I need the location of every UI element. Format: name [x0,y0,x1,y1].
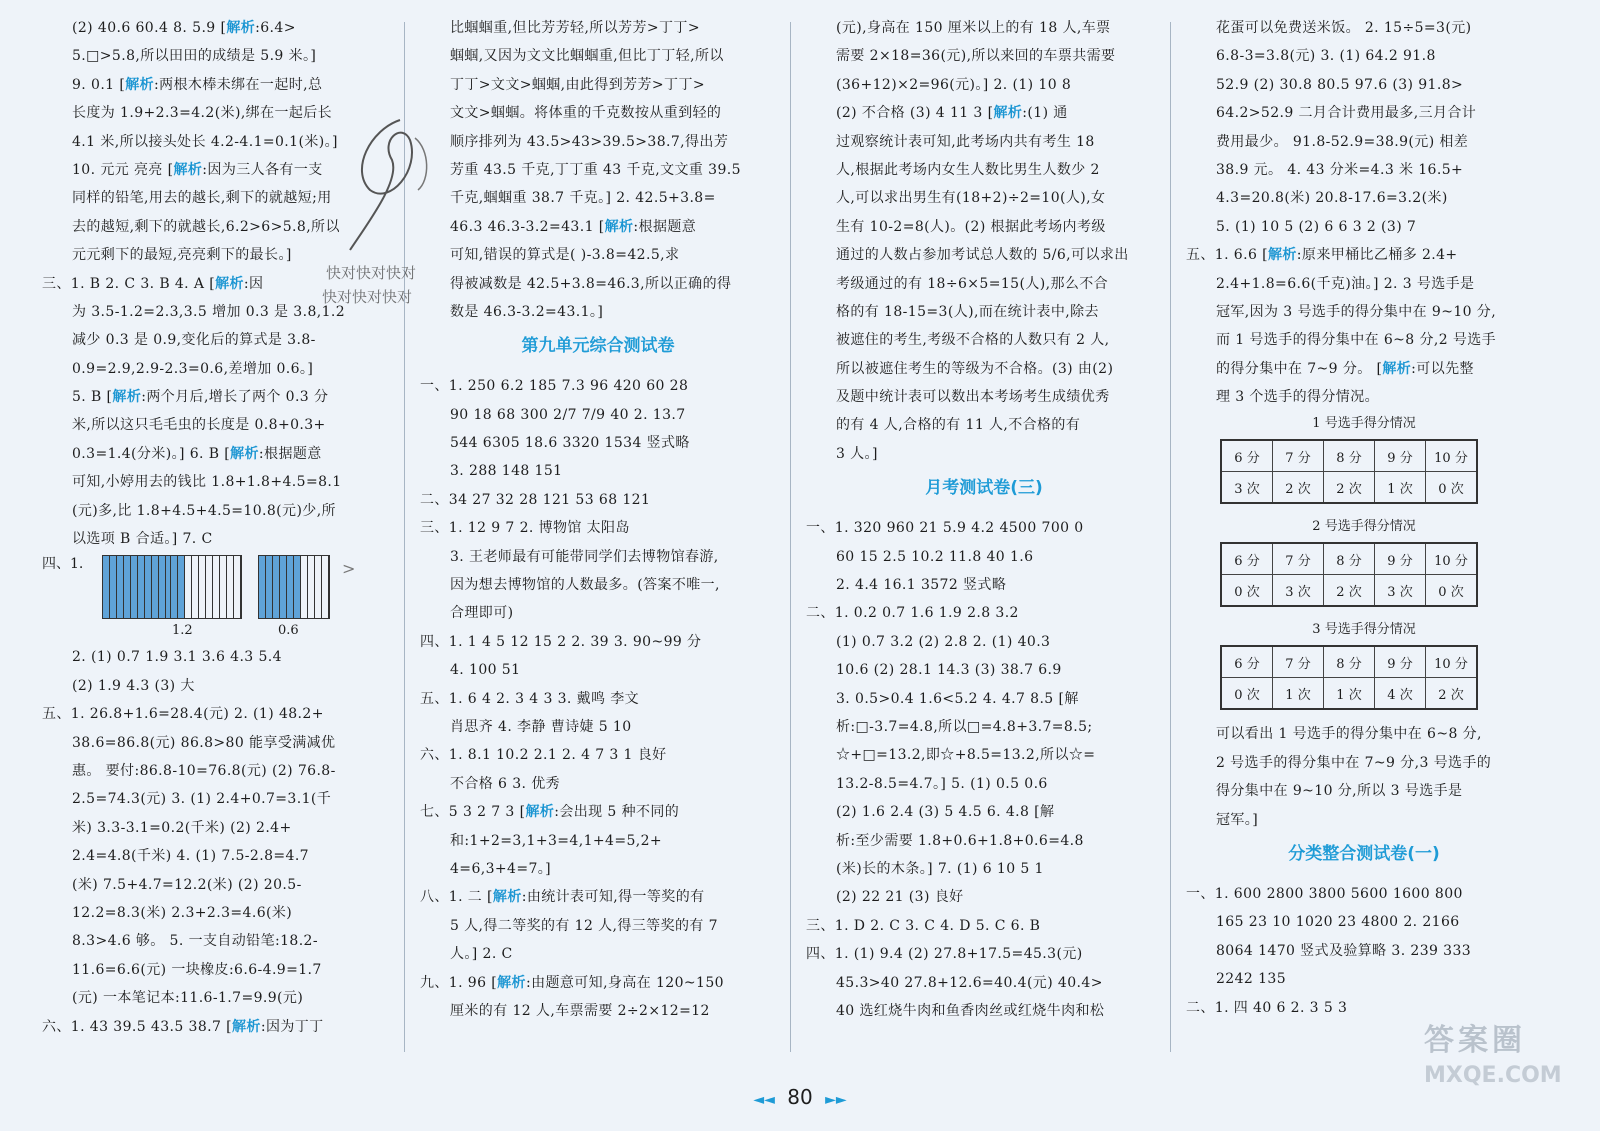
bar-segment [227,556,234,618]
table-cell: 2 次 [1273,472,1324,504]
bar-segment [280,556,287,618]
section-heading-classified-test: 分类整合测试卷(一) [1288,844,1440,865]
table-cell: 9 分 [1375,646,1426,678]
answer-line: 通过的人数占参加考试总人数的 5/6,可以求出 [836,247,1129,264]
answer-line: 丁丁>文文>蝈蝈,由此得到芳芳>丁丁> [450,76,705,93]
bar-segment [234,556,241,618]
answer-line: 九、1. 96 [解析:由题意可知,身高在 120~150 [420,974,724,991]
table-cell: 1 次 [1375,472,1426,504]
next-page-arrows[interactable]: ►► [825,1092,847,1108]
bar-label-0-6: 0.6 [278,623,299,639]
score-table [1220,439,1478,504]
answer-line: 可知,小婷用去的钱比 1.8+1.8+4.5=8.1 [72,474,342,491]
answer-line: 3. 王老师最有可能带同学们去博物馆春游, [450,548,719,565]
bar-segment [199,556,206,618]
table-cell: 4 次 [1375,678,1426,710]
bar-segment [117,556,124,618]
answer-line: 人,根据此考场内女生人数比男生人数少 2 [836,161,1100,178]
table-caption: 2 号选手得分情况 [1312,519,1416,535]
table-cell: 0 次 [1426,575,1478,607]
bar-segment [206,556,213,618]
table-cell: 9 分 [1375,440,1426,472]
overlay-text-1: 快对快对快对 [326,264,417,282]
answer-line: 析:□-3.7=4.8,所以□=4.8+3.7=8.5; [836,718,1093,735]
answer-line: 4.1 米,所以接头处长 4.2-4.1=0.1(米)。] [72,133,338,150]
table-cell: 7 分 [1273,646,1324,678]
table-caption: 3 号选手得分情况 [1312,622,1416,638]
answer-line: 一、1. 320 960 21 5.9 4.2 4500 700 0 [806,520,1084,537]
answer-line: 五、1. 26.8+1.6=28.4(元) 2. (1) 48.2+ [42,706,324,723]
bar-whole-filled [102,555,174,619]
answer-line: (元)多,比 1.8+4.5+4.5=10.8(元)少,所 [72,502,336,519]
table-row [1221,543,1477,575]
table-cell: 7 分 [1273,543,1324,575]
answer-line: 肖思齐 4. 李静 曹诗婕 5 10 [450,718,632,735]
answer-line: 减少 0.3 是 0.9,变化后的算式是 3.8- [72,332,316,349]
answer-line: 四、1. (1) 9.4 (2) 27.8+17.5=45.3(元) [806,946,1083,963]
answer-line: 比蝈蝈重,但比芳芳轻,所以芳芳>丁丁> [450,20,700,36]
bar-segment [131,556,138,618]
answer-line: 三、1. B 2. C 3. B 4. A [解析:因 [42,275,264,292]
answer-line: 四、1. 1 4 5 12 15 2 2. 39 3. 90~99 分 [420,633,702,650]
answer-line: 和:1+2=3,1+3=4,1+4=5,2+ [450,832,663,849]
bar-segment [152,556,159,618]
table-cell: 6 分 [1221,543,1273,575]
answer-line: 元元剩下的最短,亮亮剩下的最长。] [72,247,292,264]
answer-line: 11.6=6.6(元) 一块橡皮:6.6-4.9=1.7 [72,961,322,978]
answer-line: 而 1 号选手的得分集中在 6~8 分,2 号选手 [1216,332,1497,349]
bar-segment [171,556,178,618]
answer-line: 因为想去博物馆的人数最多。(答案不唯一, [450,577,720,594]
column-3 [806,14,1162,1058]
bar-segment [185,556,192,618]
answer-line: (36+12)×2=96(元)。] 2. (1) 10 8 [836,76,1072,93]
answer-line: 0.9=2.9,2.9-2.3=0.6,差增加 0.6。] [72,360,314,377]
overlay-text-2: 快对快对快对 [322,288,413,306]
bar-segment [178,556,185,618]
table-caption: 1 号选手得分情况 [1312,416,1416,432]
answer-line: 花蛋可以免费送米饭。 2. 15÷5=3(元) [1216,20,1472,36]
watermark-logo [1424,1015,1564,1105]
answer-line: 544 6305 18.6 3320 1534 竖式略 [450,435,690,452]
table-cell: 2 次 [1324,472,1375,504]
section4-head: 四、1. [42,556,84,573]
table-row [1221,440,1477,472]
answer-line: (2) 1.9 4.3 (3) 大 [72,677,195,694]
answer-line: 3. 288 148 151 [450,463,563,480]
bar-segment [266,556,273,618]
answer-line: 三、1. 12 9 7 2. 博物馆 太阳岛 [420,520,630,537]
table-cell: 10 分 [1426,440,1478,472]
bar-segment [192,556,199,618]
answer-line: (2) 22 21 (3) 良好 [836,889,964,906]
bar-segment [322,556,329,618]
answer-line: 不合格 6 3. 优秀 [450,775,561,792]
table-cell: 2 次 [1426,678,1478,710]
answer-line: 厘米的有 12 人,车票需要 2÷2×12=12 [450,1002,710,1019]
table-cell: 8 分 [1324,440,1375,472]
bar-segment [315,556,322,618]
answer-line: (2) 1.6 2.4 (3) 5 4.5 6. 4.8 [解 [836,804,1055,821]
answer-line: (元) 一本笔记本:11.6-1.7=9.9(元) [72,990,304,1007]
bar-label-1-2: 1.2 [172,623,193,639]
table-cell: 3 次 [1375,575,1426,607]
table-cell: 0 次 [1426,472,1478,504]
answer-line: 生有 10-2=8(人)。(2) 根据此考场内考级 [836,218,1106,235]
answer-line: 冠军。] [1216,811,1259,828]
answer-line: 6.8-3=3.8(元) 3. (1) 64.2 91.8 [1216,48,1436,65]
answer-line: 千克,蝈蝈重 38.7 千克。] 2. 42.5+3.8= [450,190,716,207]
answer-line: 2.4=4.8(千米) 4. (1) 7.5-2.8=4.7 [72,848,309,865]
answer-line: 七、5 3 2 7 3 [解析:会出现 5 种不同的 [420,804,680,821]
section-heading-monthly-test: 月考测试卷(三) [925,478,1043,499]
column-divider [790,22,791,1052]
answer-line: 5 人,得二等奖的有 12 人,得三等奖的有 7 [450,917,718,934]
bar-segment [259,556,266,618]
answer-line: 得分集中在 9~10 分,所以 3 号选手是 [1216,783,1463,800]
col4-block-a [1186,14,1542,411]
table-cell: 3 次 [1273,575,1324,607]
bar-segment [159,556,166,618]
answer-line: 理 3 个选手的得分情况。 [1216,389,1380,406]
answer-line: 90 18 68 300 2/7 7/9 40 2. 13.7 [450,406,686,423]
answer-line: 8064 1470 竖式及验算略 3. 239 333 [1216,942,1472,959]
bar-segment [213,556,220,618]
table-cell: 0 次 [1221,678,1273,710]
answer-line: 去的越短,剩下的就越长,6.2>6>5.8,所以 [72,218,340,235]
answer-line: 9. 0.1 [解析:两根木棒未绑在一起时,总 [72,76,323,93]
answer-line: 4. 100 51 [450,662,521,679]
answer-line: 长度为 1.9+2.3=4.2(米),绑在一起后长 [72,105,333,122]
answer-line: 二、34 27 32 28 121 53 68 121 [420,491,651,508]
page-footer [0,1085,1600,1109]
bar-segment [145,556,152,618]
table-cell: 2 次 [1324,575,1375,607]
bar-diagram [42,553,398,643]
answer-line: ☆+□=13.2,即☆+8.5=13.2,所以☆= [836,747,1096,764]
bar-segment [103,556,110,618]
answer-line: 可知,错误的算式是( )-3.8=42.5,求 [450,247,680,264]
score-tables [1186,411,1542,710]
answer-line: 4.3=20.8(米) 20.8-17.6=3.2(米) [1216,190,1448,207]
answer-line: 考级通过的有 18÷6×5=15(人),那么不合 [836,275,1109,292]
answer-line: (米) 7.5+4.7=12.2(米) (2) 20.5- [72,876,302,893]
table-cell: 6 分 [1221,440,1273,472]
bar-segment [301,556,308,618]
answer-line: 45.3>40 27.8+12.6=40.4(元) 40.4> [836,974,1103,991]
answer-line: 38.6=86.8(元) 86.8>80 能享受满减优 [72,734,336,751]
answer-line: 10.6 (2) 28.1 14.3 (3) 38.7 6.9 [836,662,1062,679]
section-heading-unit9: 第九单元综合测试卷 [521,336,675,357]
table-row [1221,646,1477,678]
bar-segment [308,556,315,618]
compare-symbol: > [342,559,356,579]
bar-partial-filled [170,555,242,619]
answer-line: (2) 40.6 60.4 8. 5.9 [解析:6.4> [72,20,296,36]
table-cell: 10 分 [1426,646,1478,678]
prev-page-arrows[interactable]: ◄◄ [753,1092,775,1108]
bar-segment [220,556,227,618]
answer-line: 所以被遮住考生的等级为不合格。(3) 由(2) [836,360,1114,377]
watermark-site: MXQE.COM [1424,1063,1562,1088]
table-cell: 10 分 [1426,543,1478,575]
answer-line: 文文>蝈蝈。将体重的千克数按从重到轻的 [450,105,722,122]
column-2 [420,14,776,1058]
table-row [1221,472,1477,504]
answer-line: 人,可以求出男生有(18+2)÷2=10(人),女 [836,190,1106,207]
table-cell: 7 分 [1273,440,1324,472]
col4-block-b [1186,720,1542,834]
answer-line: 六、1. 43 39.5 43.5 38.7 [解析:因为丁丁 [42,1018,324,1035]
answer-line: 顺序排列为 43.5>43>39.5>38.7,得出芳 [450,133,729,150]
bar-segment [124,556,131,618]
answer-line: 数是 46.3-3.2=43.1。] [450,303,604,320]
col3-block-a [806,14,1162,468]
col2-block-b [420,372,776,1025]
answer-line: (元),身高在 150 厘米以上的有 18 人,车票 [836,20,1111,36]
answer-line: 五、1. 6.6 [解析:原来甲桶比乙桶多 2.4+ [1186,247,1458,264]
bar-segment [110,556,117,618]
column-divider [1170,22,1171,1052]
answer-line: 及题中统计表可以数出本考场考生成绩优秀 [836,389,1110,406]
bar-second-number [258,555,330,619]
answer-line: 5.□>5.8,所以田田的成绩是 5.9 米。] [72,48,317,65]
table-cell: 0 次 [1221,575,1273,607]
table-cell: 1 次 [1324,678,1375,710]
table-cell: 8 分 [1324,543,1375,575]
table-cell: 8 分 [1324,646,1375,678]
column-4 [1186,14,1542,1058]
answer-line: 二、1. 四 40 6 2. 3 5 3 [1186,999,1348,1016]
answer-line: 析:至少需要 1.8+0.6+1.8+0.6=4.8 [836,832,1084,849]
answer-line: 冠军,因为 3 号选手的得分集中在 9~10 分, [1216,303,1497,320]
col1-block-a [42,14,398,553]
answer-line: 需要 2×18=36(元),所以来回的车票共需要 [836,48,1116,65]
answer-line: 三、1. D 2. C 3. C 4. D 5. C 6. B [806,917,1041,934]
answer-line: 0.3=1.4(分米)。] 6. B [解析:根据题意 [72,445,322,462]
answer-line: 米) 3.3-3.1=0.2(千米) (2) 2.4+ [72,819,292,836]
answer-line: 得被减数是 42.5+3.8=46.3,所以正确的得 [450,275,732,292]
bar-segment [273,556,280,618]
col4-block-c [1186,880,1542,1022]
answer-line: 米,所以这只毛毛虫的长度是 0.8+0.3+ [72,417,326,434]
answer-line: 为 3.5-1.2=2.3,3.5 增加 0.3 是 3.8,1.2 [72,303,346,320]
answer-line: 38.9 元。 4. 43 分米=4.3 米 16.5+ [1216,161,1464,178]
table-cell: 1 次 [1273,678,1324,710]
table-row [1221,678,1477,710]
col2-block-a [420,14,776,326]
answer-line: 8.3>4.6 够。 5. 一支自动铅笔:18.2- [72,933,318,950]
table-cell: 9 分 [1375,543,1426,575]
answer-line: 4=6,3+4=7。] [450,860,552,877]
answer-line: 2. (1) 0.7 1.9 3.1 3.6 4.3 5.4 [72,649,282,666]
answer-line: 一、1. 250 6.2 185 7.3 96 420 60 28 [420,378,689,395]
bar-segment [138,556,145,618]
answer-line: 合理即可) [450,605,514,622]
answer-line: 40 选红烧牛肉和鱼香肉丝或红烧牛肉和松 [836,1002,1105,1019]
table-row [1221,575,1477,607]
answer-line: 一、1. 600 2800 3800 5600 1600 800 [1186,886,1463,903]
answer-line: 过观察统计表可知,此考场内共有考生 18 [836,133,1095,150]
answer-line: 芳重 43.5 千克,丁丁重 43 千克,文文重 39.5 [450,161,741,178]
bar-segment [294,556,301,618]
table-cell: 6 分 [1221,646,1273,678]
answer-line: 的得分集中在 7~9 分。 [解析:可以先整 [1216,360,1474,377]
answer-line: 52.9 (2) 30.8 80.5 97.6 (3) 91.8> [1216,76,1464,93]
answer-line: 3. 0.5>0.4 1.6<5.2 4. 4.7 8.5 [解 [836,690,1079,707]
answer-line: (米)长的木条。] 7. (1) 6 10 5 1 [836,860,1044,877]
answer-line: 2242 135 [1216,971,1287,988]
answer-line: 惠。 要付:86.8-10=76.8(元) (2) 76.8- [72,762,336,779]
answer-line: 可以看出 1 号选手的得分集中在 6~8 分, [1216,726,1482,743]
answer-line: 以选项 B 合适。] 7. C [72,531,213,548]
answer-line: 同样的铅笔,用去的越长,剩下的就越短;用 [72,190,332,207]
answer-line: 5. B [解析:两个月后,增长了两个 0.3 分 [72,389,329,406]
answer-line: 八、1. 二 [解析:由统计表可知,得一等奖的有 [420,889,705,906]
col1-block-b [42,643,398,1040]
answer-line: 64.2>52.9 二月合计费用最多,三月合计 [1216,105,1477,122]
answer-line: 3 人。] [836,445,878,462]
answer-line: 人。] 2. C [450,946,513,963]
answer-line: 13.2-8.5=4.7。] 5. (1) 0.5 0.6 [836,775,1048,792]
answer-line: 格的有 18-15=3(人),而在统计表中,除去 [836,303,1099,320]
answer-line: 2.5=74.3(元) 3. (1) 2.4+0.7=3.1(千 [72,791,332,808]
answer-line: 六、1. 8.1 10.2 2.1 2. 4 7 3 1 良好 [420,747,667,764]
answer-line: 费用最少。 91.8-52.9=38.9(元) 相差 [1216,133,1469,150]
answer-line: 165 23 10 1020 23 4800 2. 2166 [1216,914,1460,931]
bar-segment [287,556,294,618]
answer-line: 12.2=8.3(米) 2.3+2.3=4.6(米) [72,904,293,921]
answer-line: 60 15 2.5 10.2 11.8 40 1.6 [836,548,1034,565]
table-cell: 3 次 [1221,472,1273,504]
answer-line: (1) 0.7 3.2 (2) 2.8 2. (1) 40.3 [836,633,1051,650]
answer-line: 2.4+1.8=6.6(千克)油。] 2. 3 号选手是 [1216,275,1475,292]
score-table [1220,645,1478,710]
answer-line: 46.3 46.3-3.2=43.1 [解析:根据题意 [450,218,697,235]
score-table [1220,542,1478,607]
answer-line: 蝈蝈,又因为文文比蝈蝈重,但比丁丁轻,所以 [450,48,724,65]
answer-line: 五、1. 6 4 2. 3 4 3 3. 戴鸣 李文 [420,690,640,707]
answer-line: 10. 元元 亮亮 [解析:因为三人各有一支 [72,161,323,178]
answer-line: 2. 4.4 16.1 3572 竖式略 [836,577,1007,594]
answer-line: 二、1. 0.2 0.7 1.6 1.9 2.8 3.2 [806,605,1019,622]
watermark-brand: 答案圈 [1424,1023,1526,1058]
answer-line: 2 号选手的得分集中在 7~9 分,3 号选手的 [1216,754,1492,771]
answer-line: 被遮住的考生,考级不合格的人数只有 2 人, [836,332,1110,349]
page-number: 80 [787,1085,813,1109]
answer-line: 5. (1) 10 5 (2) 6 6 3 2 (3) 7 [1216,218,1417,235]
answer-line: (2) 不合格 (3) 4 11 3 [解析:(1) 通 [836,105,1068,122]
answer-line: 的有 4 人,合格的有 11 人,不合格的有 [836,417,1081,434]
col3-block-b [806,514,1162,1025]
